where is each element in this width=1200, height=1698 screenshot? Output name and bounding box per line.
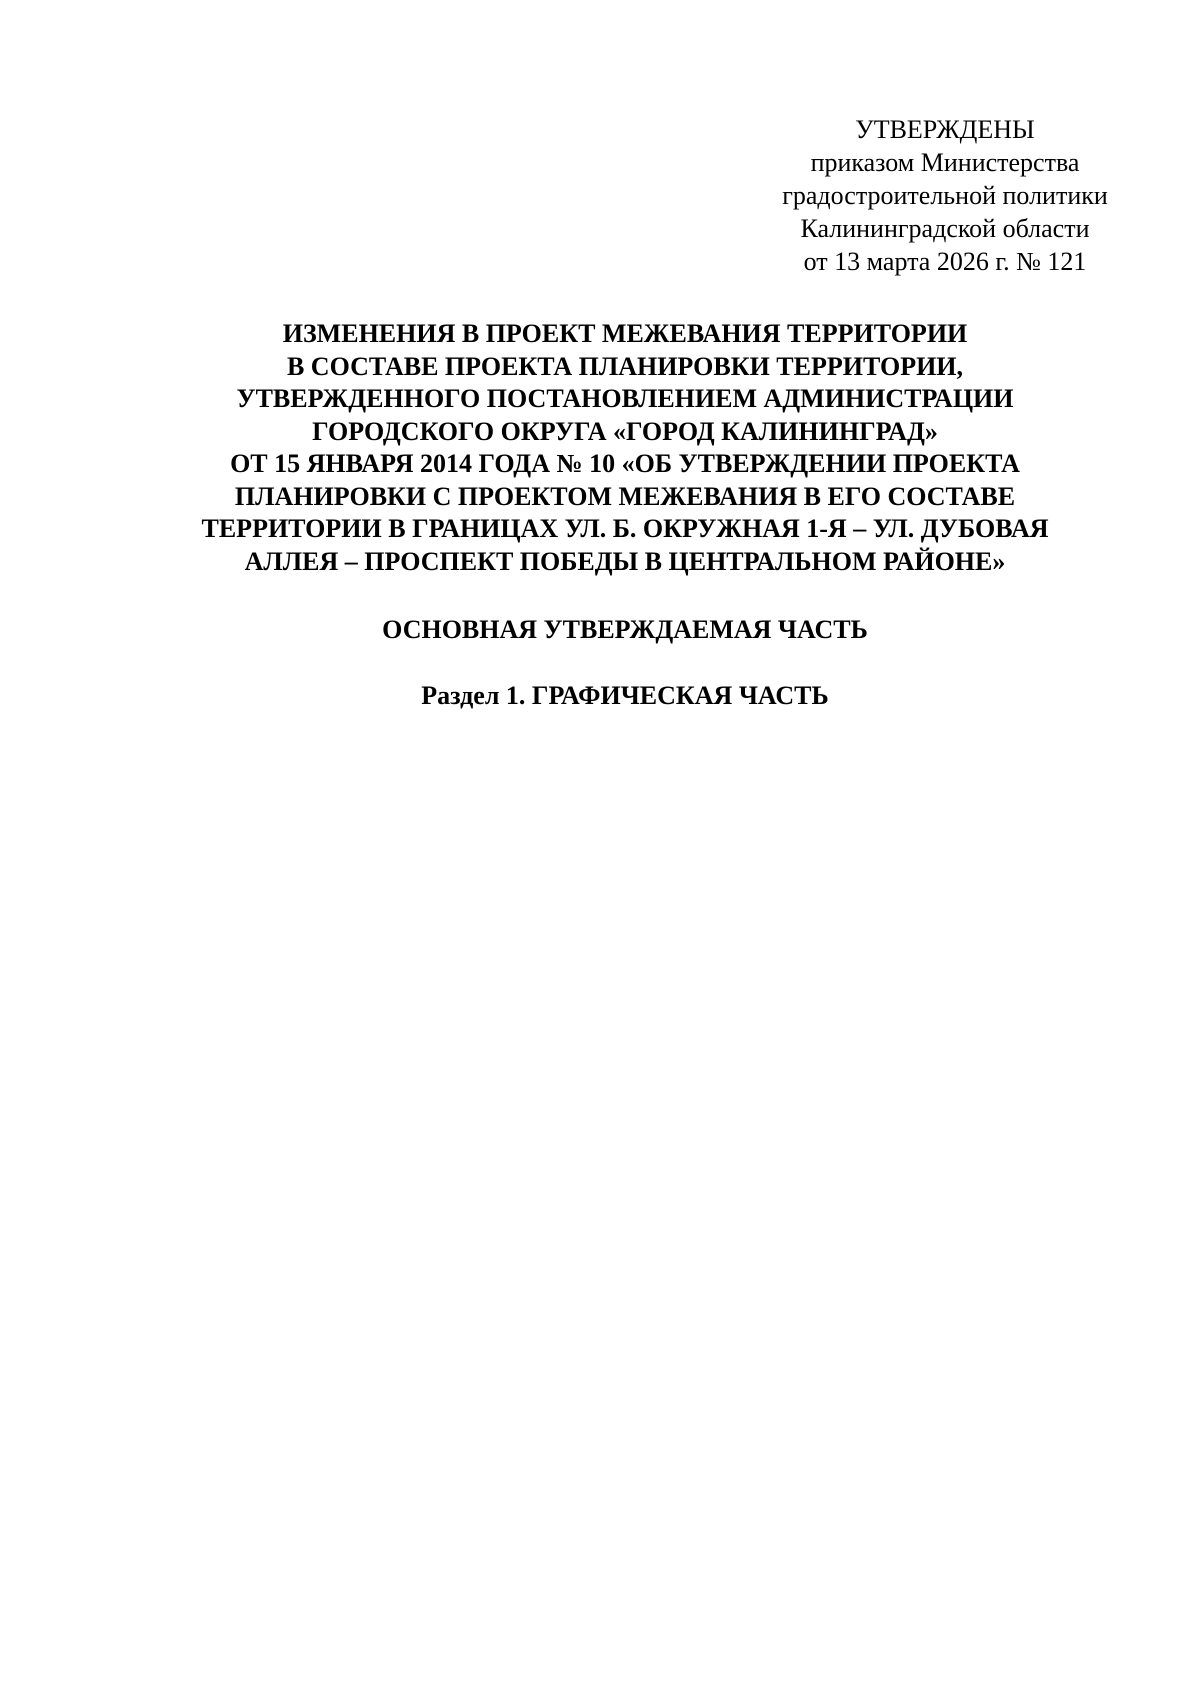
approval-stamp-block [720,113,1170,278]
part-heading: ОСНОВНАЯ УТВЕРЖДАЕМАЯ ЧАСТЬ [382,615,868,644]
approval-line: УТВЕРЖДЕНЫ [855,115,1035,144]
title-line: ОТ 15 ЯНВАРЯ 2014 ГОДА № 10 «ОБ УТВЕРЖДЕНИИ ПРОЕКТА [230,449,1020,478]
title-line: ИЗМЕНЕНИЯ В ПРОЕКТ МЕЖЕВАНИЯ ТЕРРИТОРИИ [282,319,968,348]
document-title [150,318,1100,578]
title-line: ГОРОДСКОГО ОКРУГА «ГОРОД КАЛИНИНГРАД» [312,416,938,446]
title-line: УТВЕРЖДЕННОГО ПОСТАНОВЛЕНИЕМ АДМИНИСТРАЦИИ [236,384,1014,413]
approval-line: градостроительной политики [782,181,1108,210]
title-line: ТЕРРИТОРИИ В ГРАНИЦАХ УЛ. Б. ОКРУЖНАЯ 1-Я – УЛ. ДУБОВАЯ [201,514,1049,543]
title-line: ПЛАНИРОВКИ С ПРОЕКТОМ МЕЖЕВАНИЯ В ЕГО СОСТАВЕ [234,481,1016,511]
approval-line: от 13 марта 2026 г. № 121 [803,247,1087,276]
title-line: АЛЛЕЯ – ПРОСПЕКТ ПОБЕДЫ В ЦЕНТРАЛЬНОМ РАЙОНЕ» [244,546,1006,576]
approval-line: Калининградской области [800,214,1090,243]
title-line: В СОСТАВЕ ПРОЕКТА ПЛАНИРОВКИ ТЕРРИТОРИИ, [286,351,964,381]
section-heading: Раздел 1. ГРАФИЧЕСКАЯ ЧАСТЬ [421,681,829,710]
approval-line: приказом Министерства [810,148,1080,177]
